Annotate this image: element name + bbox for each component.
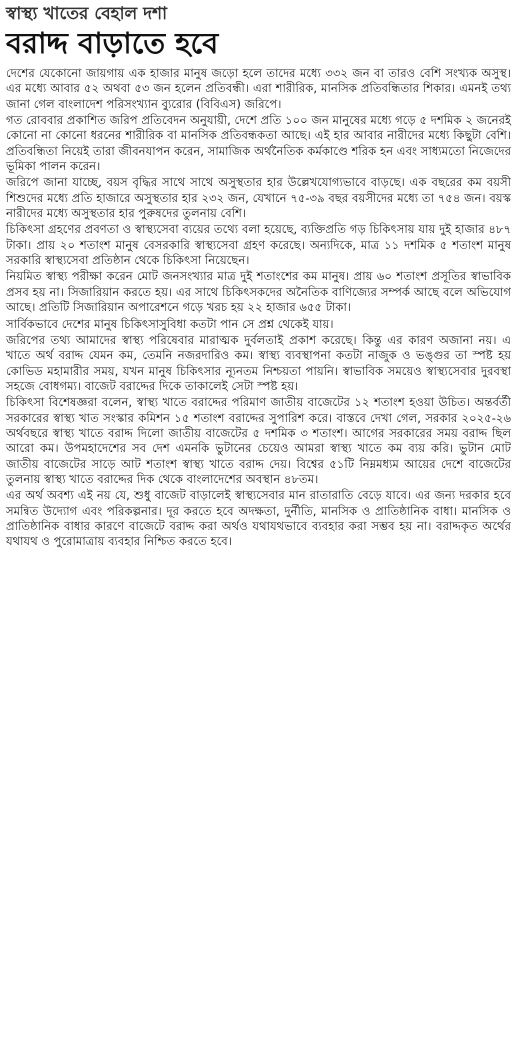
article-body [6,66,511,550]
article-kicker: স্বাস্থ্য খাতের বেহাল দশা [6,4,168,24]
article-paragraph: নিয়মিত স্বাস্থ্য পরীক্ষা করেন মোট জনসংখ্যার মাত্র দুই শতাংশের কম মানুষ। প্রায় ৬০ শতাংশ প্রসূতির স্বাভাবিক প্রসব হয় না। সিজারিয়ান করতে হয়। এর সাথে চিকিৎসকদের অনৈতিক বাণিজ্যের সম্পর্ক আছে বলে অভিযোগ আছে। প্রতিটি সিজারিয়ান অপারেশনে গড়ে খরচ হয় ২২ হাজার ৬৫৫ টাকা। [6,269,511,315]
article-paragraph: এর অর্থ অবশ্য এই নয় যে, শুধু বাজেট বাড়ালেই স্বাস্থ্যসেবার মান রাতারাতি বেড়ে যাবে। এর জন্য দরকার হবে সমন্বিত উদ্যোগ এবং পরিকল্পনার। দূর করতে হবে অদক্ষতা, দুর্নীতি, মানসিক ও প্রাতিষ্ঠানিক বাধা। মানসিক ও প্রাতিষ্ঠানিক বাধার কারণে বাজেটে বরাদ্দ করা অর্থও যথাযথভাবে ব্যবহার করা সম্ভব হয় না। বরাদ্দকৃত অর্থের যথাযথ ও পুরোমাত্রায় ব্যবহার নিশ্চিত করতে হবে। [6,488,511,549]
article-paragraph: চিকিৎসা গ্রহণের প্রবণতা ও স্বাস্থ্যসেবা ব্যয়ের তথ্যে বলা হয়েছে, ব্যক্তিপ্রতি গড় চিকিৎসায় যায় দুই হাজার ৪৮৭ টাকা। প্রায় ২০ শতাংশ মানুষ বেসরকারি স্বাস্থ্যসেবা গ্রহণ করেছে। অন্যদিকে, মাত্র ১১ দশমিক ৫ শতাংশ মানুষ সরকারি স্বাস্থ্যসেবা প্রতিষ্ঠান থেকে চিকিৎসা নিয়েছেন। [6,222,511,268]
article-paragraph: জরিপে জানা যাচ্ছে, বয়স বৃদ্ধির সাথে সাথে অসুস্থতার হার উল্লেখযোগ্যভাবে বাড়ছে। এক বছরের কম বয়সী শিশুদের মধ্যে প্রতি হাজারে অসুস্থতার হার ২৩২ জন, যেখানে ৭৫-৩৯ বছর বয়সীদের মধ্যে তা ৭৫৪ জন। বয়স্ক নারীদের মধ্যে অসুস্থতার হার পুরুষদের তুলনায় বেশি। [6,175,511,221]
article-headline: বরাদ্দ বাড়াতে হবে [6,26,219,60]
article-paragraph: গত রোববার প্রকাশিত জরিপ প্রতিবেদন অনুযায়ী, দেশে প্রতি ১০০ জন মানুষের মধ্যে গড়ে ৫ দশমিক ২ জনেরই কোনো না কোনো ধরনের শারীরিক বা মানসিক প্রতিবন্ধকতা আছে। এই হার আবার নারীদের মধ্যে কিছুটা বেশি। প্রতিবন্ধিতা নিয়েই তারা জীবনযাপন করেন, সামাজিক অর্থনৈতিক কর্মকাণ্ডে শরিক হন এবং সাধ্যমতো নিজেদের ভূমিকা পালন করেন। [6,113,511,174]
article-paragraph: জরিপের তথ্য আমাদের স্বাস্থ্য পরিষেবার মারাত্মক দুর্বলতাই প্রকাশ করেছে। কিন্তু এর কারণ অজানা নয়। এ খাতে অর্থ বরাদ্দ যেমন কম, তেমনি নজরদারিও কম। স্বাস্থ্য ব্যবস্থাপনা কতটা নাজুক ও ভঙ্গুর তা স্পষ্ট হয় কোভিড মহামারীর সময়, যখন মানুষ চিকিৎসার ন্যূনতম নিশ্চয়তা পায়নি। স্বাভাবিক সময়েও স্বাস্থ্যসেবার দুরবস্থা সহজে বোধগম্য। বাজেট বরাদ্দের দিকে তাকালেই সেটা স্পষ্ট হয়। [6,332,511,393]
article-paragraph: চিকিৎসা বিশেষজ্ঞরা বলেন, স্বাস্থ্য খাতে বরাদ্দের পরিমাণ জাতীয় বাজেটের ১২ শতাংশ হওয়া উচিত। অন্তর্বর্তী সরকারের স্বাস্থ্য খাত সংস্কার কমিশন ১৫ শতাংশ বরাদ্দের সুপারিশ করে। বাস্তবে দেখা গেল, সরকার ২০২৫-২৬ অর্থবছরে স্বাস্থ্য খাতে বরাদ্দ দিলো জাতীয় বাজেটের ৫ দশমিক ৩ শতাংশ। আগের সরকারের সময় বরাদ্দ ছিল আরো কম। উপমহাদেশের সব দেশ এমনকি ভুটানের চেয়েও আমরা স্বাস্থ্য খাতে কম ব্যয় করি। ভুটান মোট জাতীয় বাজেটের সাড়ে আট শতাংশ স্বাস্থ্য খাতে বরাদ্দ দেয়। বিশ্বের ৫১টি নিম্নমধ্যম আয়ের দেশে বাজেটের তুলনায় স্বাস্থ্য খাতে বরাদ্দের দিক থেকে বাংলাদেশের অবস্থান ৪৮তম। [6,395,511,486]
article-paragraph: দেশের যেকোনো জায়গায় এক হাজার মানুষ জড়ো হলে তাদের মধ্যে ৩৩২ জন বা তারও বেশি সংখ্যক অসুস্থ। এর মধ্যে আবার ৫২ অথবা ৫৩ জন হলেন প্রতিবন্ধী। এরা শারীরিক, মানসিক প্রতিবন্ধিতার শিকার। এমনই তথ্য জানা গেল বাংলাদেশ পরিসংখ্যান ব্যুরোর (বিবিএস) জরিপে। [6,66,511,111]
article-paragraph: সার্বিকভাবে দেশের মানুষ চিকিৎসাসুবিধা কতটা পান সে প্রশ্ন থেকেই যায়। [6,316,334,331]
